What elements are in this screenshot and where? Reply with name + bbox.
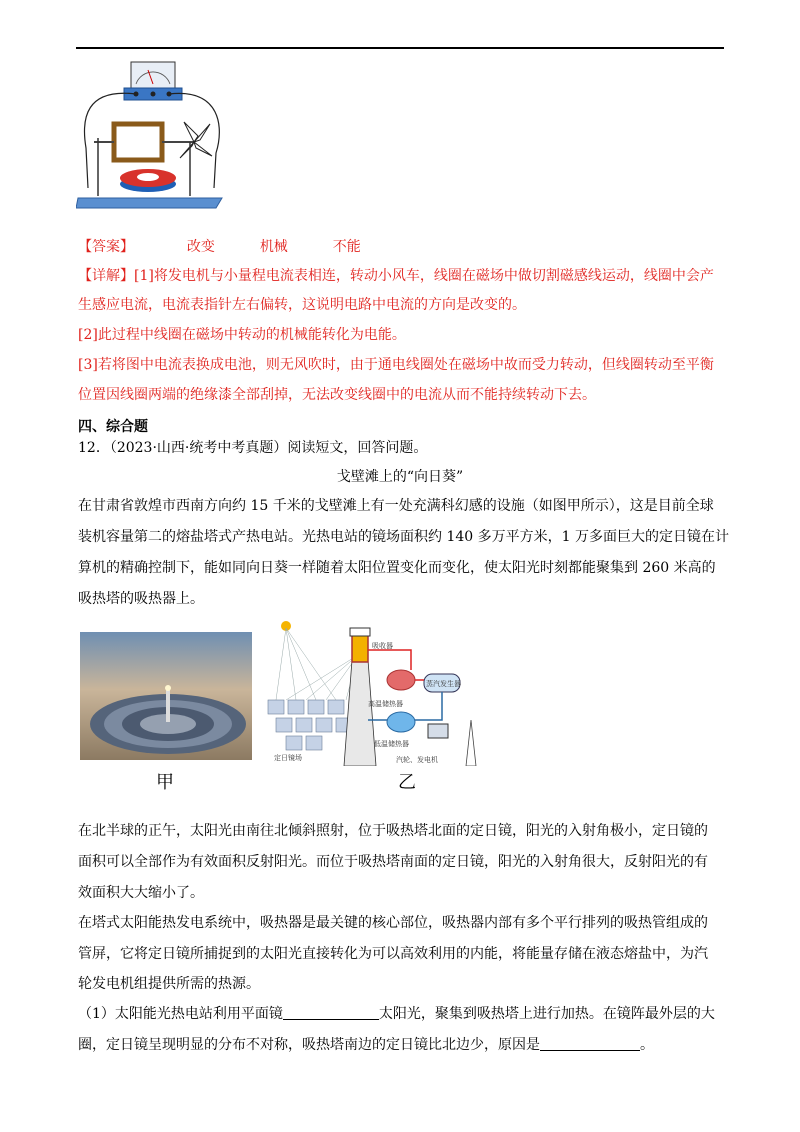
q1-text-b: 太阳光，聚集到吸热塔上进行加热。在镜阵最外层的大 <box>378 1006 715 1022</box>
section-title: 四、综合题 <box>78 419 148 435</box>
header-rule <box>76 47 724 49</box>
coil-icon <box>114 124 162 160</box>
diagram-label-turbine: 汽轮、发电机 <box>396 756 438 764</box>
diagram-label-heliostat: 定日镜场 <box>274 754 302 762</box>
para1-line-4: 吸热塔的吸热器上。 <box>78 591 204 607</box>
cold-tank-icon <box>387 712 415 732</box>
answer-blank-2: 机械 <box>259 239 288 255</box>
diagram-label-receiver: 吸收器 <box>372 642 393 650</box>
question-header: 12．（2023·山西·统考中考真题）阅读短文，回答问题。 <box>78 440 428 456</box>
para1-line-1: 在甘肃省敦煌市西南方向约 15 千米的戈壁滩上有一处充满科幻感的设施（如图甲所示），这是目前全球 <box>78 498 714 514</box>
para3-line-3: 轮发电机组提供所需的热源。 <box>78 976 260 992</box>
q1-blank-2[interactable] <box>540 1036 640 1051</box>
detail-line-5: 位置因线圈两端的绝缘漆全部刮掉，无法改变线圈中的电流从而不能持续转动下去。 <box>78 387 596 403</box>
detail-line-1: 【详解】[1]将发电机与小量程电流表相连，转动小风车，线圈在磁场中做切割磁感线运动，线圈中会产 <box>78 268 714 284</box>
answer-label: 【答案】 <box>78 239 134 255</box>
q1-line-1 <box>78 1004 722 1024</box>
para2-line-1: 在北半球的正午，太阳光由南往北倾斜照射，位于吸热塔北面的定日镜，阳光的入射角极小，定日镜的 <box>78 823 708 839</box>
q1-line-2 <box>78 1035 722 1055</box>
answer-blank-1: 改变 <box>186 239 215 255</box>
figure-caption-yi: 乙 <box>398 772 416 793</box>
para1-line-2: 装机容量第二的熔盐塔式产热电站。光热电站的镜场面积约 140 多万平方米，1 万多面巨大的定日镜在计 <box>78 529 729 545</box>
q1-text-c: 圈，定日镜呈现明显的分布不对称，吸热塔南边的定日镜比北边少，原因是 <box>78 1037 540 1053</box>
q1-text-a: （1）太阳能光热电站利用平面镜 <box>78 1006 283 1022</box>
answer-blank-3: 不能 <box>332 239 361 255</box>
q1-text-end: 。 <box>640 1037 654 1053</box>
heliostat-field <box>268 700 352 750</box>
detail-line-4: [3]若将图中电流表换成电池，则无风吹时，由于通电线圈处在磁场中故而受力转动，但线圈转动至平衡 <box>78 357 714 373</box>
answer-line <box>78 237 722 257</box>
figure-caption-jia: 甲 <box>156 772 174 793</box>
diagram-label-cold-tank: 低温储热器 <box>374 740 409 748</box>
detail-line-2: 生感应电流，电流表指针左右偏转，这说明电路中电流的方向是改变的。 <box>78 297 526 313</box>
detail-line-3: [2]此过程中线圈在磁场中转动的机械能转化为电能。 <box>78 327 406 343</box>
tower-icon <box>344 660 376 766</box>
para2-line-2: 面积可以全部作为有效面积反射阳光。而位于吸热塔南面的定日镜，阳光的入射角很大，反射阳光的有 <box>78 854 708 870</box>
para1-line-3: 算机的精确控制下，能如同向日葵一样随着太阳位置变化而变化，使太阳光时刻都能聚集到 260 米高的 <box>78 560 716 576</box>
generator-figure <box>76 58 226 218</box>
q1-blank-1[interactable] <box>283 1005 379 1020</box>
para3-line-1: 在塔式太阳能热发电系统中，吸热器是最关键的核心部位，吸热器内部有多个平行排列的吸热管组成的 <box>78 915 708 931</box>
solar-plant-photo <box>80 632 252 760</box>
para2-line-3: 效面积大大缩小了。 <box>78 885 204 901</box>
article-title: 戈壁滩上的“向日葵” <box>336 469 464 485</box>
diagram-label-hot-tank: 高温储热器 <box>368 700 403 708</box>
solar-system-diagram <box>266 620 486 766</box>
para3-line-2: 管屏，它将定日镜所捕捉到的太阳光直接转化为可以高效利用的内能，将能量存储在液态熔盐中，为汽 <box>78 946 708 962</box>
diagram-label-steam-generator: 蒸汽发生器 <box>426 680 461 688</box>
hot-tank-icon <box>387 670 415 690</box>
